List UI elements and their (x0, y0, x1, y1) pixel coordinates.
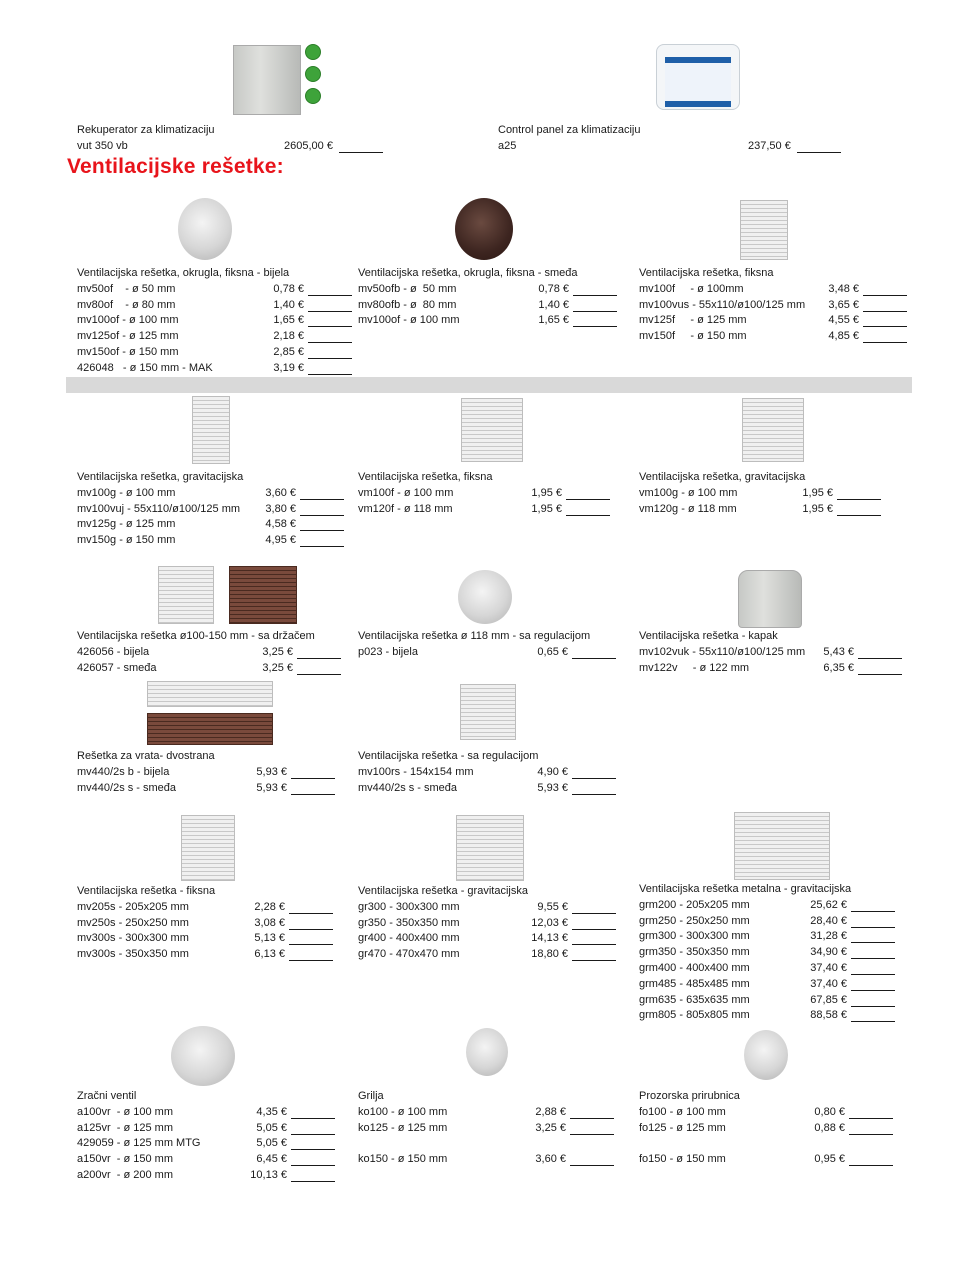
price-row (77, 765, 342, 781)
quantity-blank[interactable] (572, 781, 616, 795)
price-row (77, 1105, 342, 1121)
quantity-blank[interactable] (291, 1136, 335, 1150)
price-row (639, 661, 909, 677)
product-price: 37,40 € (810, 977, 847, 990)
price-row (77, 916, 342, 932)
price-row (639, 1008, 909, 1024)
erp-badge-icon (305, 88, 321, 104)
quantity-blank[interactable] (572, 765, 616, 779)
price-row (358, 931, 623, 947)
quantity-blank[interactable] (308, 329, 352, 343)
window-flange-image (744, 1030, 788, 1080)
price-row (639, 486, 904, 502)
group-title: Ventilacijska rešetka, gravitacijska (77, 471, 244, 483)
product-price: 5,05 € (256, 1137, 287, 1150)
quantity-blank[interactable] (300, 533, 344, 547)
product-code: vm100g - ø 100 mm (639, 486, 738, 499)
product-code: grm200 - 205x205 mm (639, 898, 750, 911)
quantity-blank[interactable] (308, 282, 352, 296)
door-grille-white-image (147, 681, 273, 707)
round-grille-regulation-image (458, 570, 512, 624)
quantity-blank[interactable] (851, 961, 895, 975)
quantity-blank[interactable] (308, 313, 352, 327)
price-row (77, 345, 342, 361)
product-code: 426057 - smeđa (77, 661, 157, 674)
price-row (358, 486, 623, 502)
quantity-blank[interactable] (858, 645, 902, 659)
price-row (358, 781, 623, 797)
product-price: 6,35 € (823, 661, 854, 674)
quantity-blank[interactable] (851, 993, 895, 1007)
product-price: 3,60 € (535, 1153, 566, 1166)
fixed-grille-large-image (181, 815, 235, 881)
product-price: 9,55 € (537, 900, 568, 913)
price-row (358, 298, 623, 314)
group-title: Ventilacijska rešetka, fiksna (639, 267, 774, 279)
product-code: a150vr - ø 150 mm (77, 1153, 173, 1166)
quantity-blank[interactable] (851, 945, 895, 959)
quantity-blank[interactable] (863, 282, 907, 296)
quantity-blank[interactable] (572, 931, 616, 945)
product-price: 4,58 € (265, 518, 296, 531)
cap-grille-image (738, 570, 802, 628)
product-group (77, 1089, 342, 1184)
product-price: 2,28 € (254, 900, 285, 913)
product-code: 429059 - ø 125 mm MTG (77, 1137, 201, 1150)
price-row (639, 645, 909, 661)
product-price: 0,88 € (814, 1121, 845, 1134)
product-price: 2,85 € (273, 345, 304, 358)
quantity-blank[interactable] (851, 1008, 895, 1022)
group-title: Ventilacijska rešetka metalna - gravitacijska (639, 883, 852, 895)
section-heading: Ventilacijske rešetke: (67, 155, 284, 178)
product-code: vm100f - ø 100 mm (358, 486, 454, 499)
quantity-blank[interactable] (289, 947, 333, 961)
product-title: Control panel za klimatizaciju (498, 124, 641, 136)
gravity-square-grille-image (742, 398, 804, 462)
product-price: 3,19 € (273, 361, 304, 374)
product-price: 0,78 € (273, 282, 304, 295)
product-price: 0,65 € (537, 645, 568, 658)
product-price: 1,65 € (273, 314, 304, 327)
price-row (77, 931, 342, 947)
quantity-blank[interactable] (837, 502, 881, 516)
quantity-blank[interactable] (858, 661, 902, 675)
product-code: mv205s - 205x205 mm (77, 900, 189, 913)
quantity-blank[interactable] (300, 502, 344, 516)
product-group (639, 470, 904, 517)
product-code: mv440/2s b - bijela (77, 765, 170, 778)
price-row (358, 765, 623, 781)
quantity-blank[interactable] (572, 916, 616, 930)
product-price: 2,18 € (273, 330, 304, 343)
product-title: Rekuperator za klimatizaciju (77, 124, 215, 136)
quantity-blank[interactable] (289, 916, 333, 930)
product-code: grm805 - 805x805 mm (639, 1009, 750, 1022)
price-row (77, 645, 347, 661)
price-row (77, 329, 342, 345)
price-row (358, 916, 623, 932)
quantity-blank[interactable] (570, 1121, 614, 1135)
group-title: Ventilacijska rešetka - kapak (639, 630, 778, 642)
metal-gravity-grille-image (734, 812, 830, 880)
product-price: 3,25 € (262, 661, 293, 674)
product-price: 34,90 € (810, 946, 847, 959)
product-group (358, 1089, 623, 1168)
price-row (639, 945, 909, 961)
product-code: mv102vuk - 55x110/ø100/125 mm (639, 645, 806, 658)
price-row (77, 661, 347, 677)
product-code: mv50of - ø 50 mm (77, 282, 176, 295)
product-price: 5,93 € (256, 765, 287, 778)
product-code: mv125f - ø 125 mm (639, 314, 747, 327)
product-code: a125vr - ø 125 mm (77, 1121, 173, 1134)
product-code: gr300 - 300x300 mm (358, 900, 460, 913)
product-price: 237,50 € (748, 140, 791, 152)
price-row (358, 502, 623, 518)
price-row (639, 298, 909, 314)
product-price: 3,80 € (265, 502, 296, 515)
price-row (77, 900, 342, 916)
product-group (358, 749, 623, 796)
quantity-blank[interactable] (300, 517, 344, 531)
product-price: 1,95 € (802, 502, 833, 515)
product-code: mv440/2s s - smeđa (358, 781, 458, 794)
product-code: fo125 - ø 125 mm (639, 1121, 726, 1134)
product-code: gr400 - 400x400 mm (358, 932, 460, 945)
group-title: Ventilacijska rešetka ø 118 mm - sa regulacijom (358, 630, 591, 642)
price-row (77, 533, 342, 549)
product-code: grm400 - 400x400 mm (639, 961, 750, 974)
product-price: 5,13 € (254, 932, 285, 945)
group-title: Ventilacijska rešetka - fiksna (77, 885, 216, 897)
quantity-blank[interactable] (863, 298, 907, 312)
price-row (358, 1105, 623, 1121)
product-price: 28,40 € (810, 914, 847, 927)
product-price: 3,65 € (828, 298, 859, 311)
group-title: Ventilacijska rešetka, gravitacijska (639, 471, 806, 483)
product-code: ko100 - ø 100 mm (358, 1105, 448, 1118)
quantity-blank[interactable] (297, 661, 341, 675)
product-group (639, 629, 909, 676)
group-title: Ventilacijska rešetka, fiksna (358, 471, 493, 483)
price-row (358, 900, 623, 916)
price-row (77, 1136, 342, 1152)
price-row (77, 486, 342, 502)
product-price: 4,95 € (265, 534, 296, 547)
product-group (77, 884, 342, 963)
quantity-blank[interactable] (573, 298, 617, 312)
product-code: mv300s - 300x300 mm (77, 932, 189, 945)
product-price: 2605,00 € (284, 140, 333, 152)
product-code: mv440/2s s - smeđa (77, 781, 177, 794)
round-grille-white-image (178, 198, 232, 260)
product-code: mv125g - ø 125 mm (77, 518, 176, 531)
product-group (358, 470, 623, 517)
product-price: 4,35 € (256, 1105, 287, 1118)
product-price: 10,13 € (250, 1168, 287, 1181)
product-group (77, 749, 342, 796)
product-price: 31,28 € (810, 930, 847, 943)
product-group (358, 266, 623, 329)
fixed-square-grille-image (461, 398, 523, 462)
group-title: Rešetka za vrata- dvostrana (77, 750, 215, 762)
product-group (358, 884, 623, 963)
quantity-blank[interactable] (570, 1105, 614, 1119)
quantity-blank[interactable] (851, 914, 895, 928)
product-code: mv100vus - 55x110/ø100/125 mm (639, 298, 806, 311)
product-code: vm120f - ø 118 mm (358, 502, 453, 515)
round-grille-brown-image (455, 198, 513, 260)
price-row (639, 282, 909, 298)
quantity-blank[interactable] (851, 898, 895, 912)
price-row (358, 1136, 623, 1152)
quantity-blank[interactable] (291, 781, 335, 795)
grille-with-holder-white-image (158, 566, 214, 624)
quantity-blank[interactable] (863, 313, 907, 327)
price-row (639, 929, 909, 945)
product-price: 5,43 € (823, 645, 854, 658)
product-code: mv80of - ø 80 mm (77, 298, 176, 311)
product-price: 5,93 € (256, 781, 287, 794)
louver-shutter-image (466, 1028, 508, 1076)
product-code: p023 - bijela (358, 645, 418, 658)
erp-badge-icon (305, 66, 321, 82)
product-price: 1,40 € (273, 298, 304, 311)
gravity-grille-large-image (456, 815, 524, 881)
product-price: 6,45 € (256, 1153, 287, 1166)
quantity-blank[interactable] (291, 1152, 335, 1166)
group-title: Ventilacijska rešetka - sa regulacijom (358, 750, 539, 762)
price-row (77, 517, 342, 533)
product-group (358, 629, 623, 661)
group-title: Prozorska prirubnica (639, 1090, 740, 1102)
product-price: 1,95 € (802, 486, 833, 499)
product-code: grm635 - 635x635 mm (639, 993, 750, 1006)
quantity-blank[interactable] (297, 645, 341, 659)
product-group (639, 1089, 904, 1168)
product-code: a100vr - ø 100 mm (77, 1105, 173, 1118)
product-code: mv100of - ø 100 mm (77, 314, 179, 327)
quantity-blank[interactable] (572, 645, 616, 659)
product-price: 1,40 € (538, 298, 569, 311)
product-price: 5,93 € (537, 781, 568, 794)
quantity-blank[interactable] (300, 486, 344, 500)
product-price: 3,25 € (262, 645, 293, 658)
product-price: 18,80 € (531, 948, 568, 961)
product-price: 37,40 € (810, 961, 847, 974)
price-row (358, 282, 623, 298)
price-row (639, 502, 904, 518)
group-title: Grilja (358, 1090, 384, 1102)
quantity-blank[interactable] (573, 282, 617, 296)
product-code: mv100vuj - 55x110/ø100/125 mm (77, 502, 241, 515)
price-row (77, 313, 342, 329)
product-price: 4,85 € (828, 330, 859, 343)
regulation-grille-image (460, 684, 516, 740)
door-grille-brown-image (147, 713, 273, 745)
group-title: Ventilacijska rešetka, okrugla, fiksna - bijela (77, 267, 290, 279)
price-row (639, 329, 909, 345)
quantity-blank[interactable] (837, 486, 881, 500)
grille-with-holder-brown-image (229, 566, 297, 624)
product-price: 0,80 € (814, 1105, 845, 1118)
product-code: ko125 - ø 125 mm (358, 1121, 448, 1134)
price-row (77, 282, 342, 298)
product-code: mv100f - ø 100mm (639, 282, 744, 295)
product-code: mv300s - 350x350 mm (77, 948, 189, 961)
product-price: 3,48 € (828, 282, 859, 295)
product-code: gr470 - 470x470 mm (358, 948, 460, 961)
product-code: mv80ofb - ø 80 mm (358, 298, 457, 311)
product-code: grm250 - 250x250 mm (639, 914, 750, 927)
product-code: mv250s - 250x250 mm (77, 916, 189, 929)
product-price: 0,95 € (814, 1153, 845, 1166)
group-title: Ventilacijska rešetka - gravitacijska (358, 885, 528, 897)
quantity-blank[interactable] (849, 1121, 893, 1135)
quantity-blank[interactable] (308, 345, 352, 359)
gravity-grille-image (192, 396, 230, 464)
quantity-blank[interactable] (851, 977, 895, 991)
product-code: mv100g - ø 100 mm (77, 486, 176, 499)
price-row (639, 1105, 904, 1121)
product-price: 3,08 € (254, 916, 285, 929)
product-group (639, 266, 909, 345)
product-code: grm485 - 485x485 mm (639, 977, 750, 990)
quantity-blank[interactable] (308, 361, 352, 375)
quantity-blank[interactable] (849, 1152, 893, 1166)
price-row (639, 993, 909, 1009)
quantity-blank[interactable] (291, 1168, 335, 1182)
divider-band (66, 377, 912, 393)
quantity-blank[interactable] (849, 1105, 893, 1119)
product-code: mv125of - ø 125 mm (77, 330, 179, 343)
price-row (639, 313, 909, 329)
product-group (77, 470, 342, 549)
product-price: 88,58 € (810, 1009, 847, 1022)
product-code: vut 350 vb (77, 140, 128, 152)
product-code: mv100of - ø 100 mm (358, 314, 460, 327)
price-row (77, 298, 342, 314)
quantity-blank[interactable] (291, 1105, 335, 1119)
price-row (77, 361, 342, 377)
product-code: mv50ofb - ø 50 mm (358, 282, 457, 295)
product-code: mv150of - ø 150 mm (77, 345, 179, 358)
price-row (77, 1168, 342, 1184)
product-price: 3,25 € (535, 1121, 566, 1134)
price-row (639, 977, 909, 993)
quantity-blank[interactable] (566, 502, 610, 516)
quantity-blank[interactable] (339, 139, 383, 153)
product-price: 0,78 € (538, 282, 569, 295)
product-price: 12,03 € (531, 916, 568, 929)
quantity-blank[interactable] (797, 139, 841, 153)
product-code: a200vr - ø 200 mm (77, 1168, 173, 1181)
quantity-blank[interactable] (573, 313, 617, 327)
price-row (639, 898, 909, 914)
quantity-blank[interactable] (289, 900, 333, 914)
product-code: mv150f - ø 150 mm (639, 330, 747, 343)
product-code: a25 (498, 140, 517, 152)
product-code: ko150 - ø 150 mm (358, 1153, 448, 1166)
quantity-blank[interactable] (572, 947, 616, 961)
product-code: grm300 - 300x300 mm (639, 930, 750, 943)
product-price: 1,95 € (531, 502, 562, 515)
product-code: vm120g - ø 118 mm (639, 502, 737, 515)
quantity-blank[interactable] (570, 1152, 614, 1166)
product-code: mv122v - ø 122 mm (639, 661, 750, 674)
control-panel-image (656, 44, 740, 110)
group-title: Ventilacijska rešetka ø100-150 mm - sa držačem (77, 630, 315, 642)
product-price: 1,95 € (531, 486, 562, 499)
product-price: 14,13 € (531, 932, 568, 945)
price-row (358, 645, 623, 661)
group-title: Ventilacijska rešetka, okrugla, fiksna - smeđa (358, 267, 578, 279)
product-price: 5,05 € (256, 1121, 287, 1134)
price-row (358, 1121, 623, 1137)
product-group (77, 266, 342, 377)
price-row (77, 781, 342, 797)
square-grille-fixed-image (740, 200, 788, 260)
price-row (639, 1121, 904, 1137)
price-row (77, 502, 342, 518)
price-row (639, 961, 909, 977)
product-group (639, 882, 909, 1024)
product-code: fo100 - ø 100 mm (639, 1105, 726, 1118)
product-price: 4,55 € (828, 314, 859, 327)
quantity-blank[interactable] (289, 931, 333, 945)
air-valve-image (171, 1026, 235, 1086)
quantity-blank[interactable] (566, 486, 610, 500)
price-row (358, 947, 623, 963)
product-code: gr350 - 350x350 mm (358, 916, 460, 929)
product-price: 6,13 € (254, 948, 285, 961)
quantity-blank[interactable] (863, 329, 907, 343)
product-code: 426048 - ø 150 mm - MAK (77, 361, 213, 374)
product-price: 67,85 € (810, 993, 847, 1006)
quantity-blank[interactable] (572, 900, 616, 914)
price-row (639, 914, 909, 930)
quantity-blank[interactable] (308, 298, 352, 312)
product-code: 426056 - bijela (77, 645, 150, 658)
product-price: 4,90 € (537, 765, 568, 778)
quantity-blank[interactable] (291, 765, 335, 779)
price-row (77, 1152, 342, 1168)
product-price: 2,88 € (535, 1105, 566, 1118)
price-row (639, 1152, 904, 1168)
price-row (77, 947, 342, 963)
price-row (358, 313, 623, 329)
product-code: grm350 - 350x350 mm (639, 946, 750, 959)
product-code: fo150 - ø 150 mm (639, 1153, 726, 1166)
group-title: Zračni ventil (77, 1090, 137, 1102)
product-code: mv150g - ø 150 mm (77, 534, 176, 547)
heat-recovery-unit-image (233, 45, 301, 115)
quantity-blank[interactable] (851, 929, 895, 943)
price-row (639, 1136, 904, 1152)
product-price: 3,60 € (265, 486, 296, 499)
product-price: 25,62 € (810, 898, 847, 911)
price-row (77, 1121, 342, 1137)
product-group (77, 629, 347, 676)
erp-badge-icon (305, 44, 321, 60)
price-row (358, 1152, 623, 1168)
product-code: mv100rs - 154x154 mm (358, 765, 474, 778)
quantity-blank[interactable] (291, 1121, 335, 1135)
product-price: 1,65 € (538, 314, 569, 327)
